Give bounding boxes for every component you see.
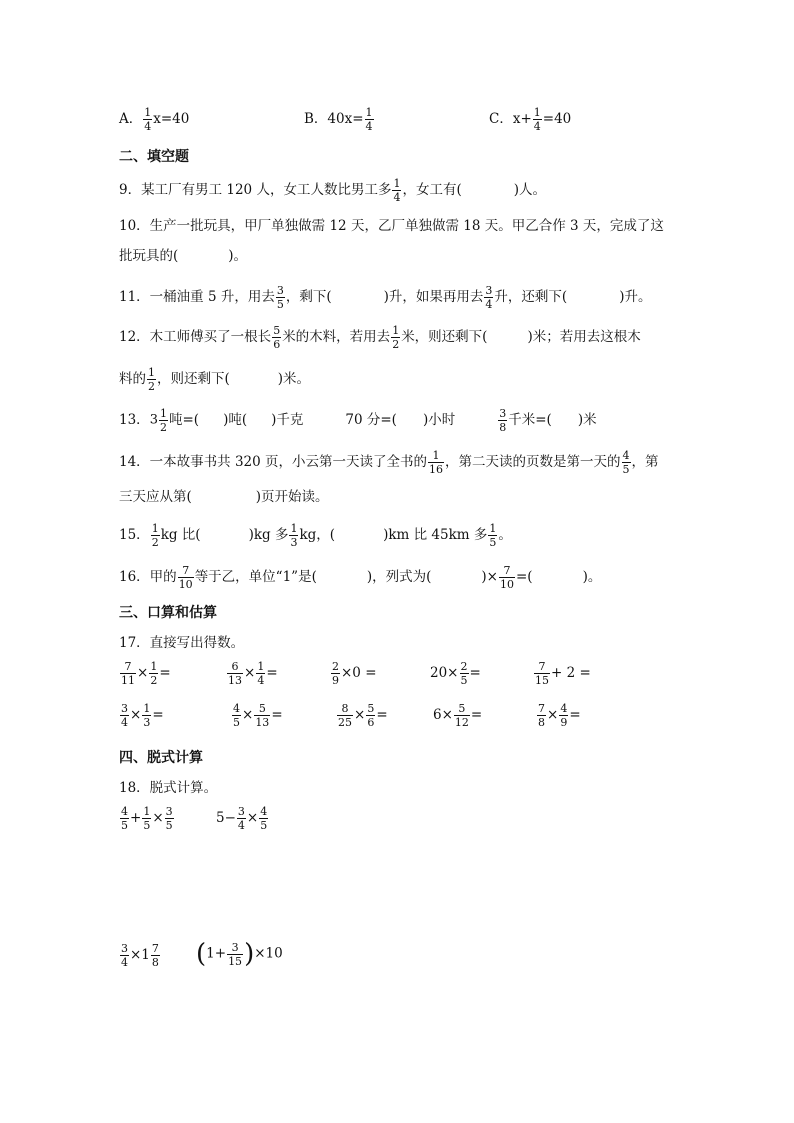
mixed-number: 3 $\frac{1}{2}$ [149,407,167,434]
calc-item: 20× $\frac{2}{5}$ = [430,660,481,687]
fraction: $\frac{7}{8}$ [538,702,545,729]
calc-item: $\frac{3}{4}$ × $\frac{1}{3}$ = [121,702,164,729]
fraction: $\frac{1}{2}$ [392,324,400,351]
calc-item: $\frac{7}{8}$ × $\frac{4}{9}$ = [538,702,581,729]
fraction: $\frac{6}{13}$ [228,660,242,687]
question-10-line-2: 批玩具的( )。 [119,248,248,264]
fraction: $\frac{7}{10}$ [500,564,514,591]
question-12-line-2: 料的 $\frac{1}{2}$ ，则还剩下( )米。 [119,366,311,393]
fraction: $\frac{5}{12}$ [454,702,469,729]
section-title-step-calc: 四、脱式计算 [119,750,203,766]
expression-3: $\frac{3}{4}$ ×1 $\frac{7}{8}$ [121,942,159,969]
fraction: $\frac{1}{4}$ [393,177,401,204]
fraction: $\frac{1}{3}$ [290,522,298,549]
question-11: 11．一桶油重 5 升，用去 $\frac{3}{5}$ ，剩下( )升，如果再用去 $\frac{3}{4}$ 升，还剩下( )升。 [119,284,652,311]
fraction: $\frac{4}{5}$ [121,805,128,832]
question-17-label: 17．直接写出得数。 [119,635,245,651]
fraction: $\frac{1}{4}$ [257,660,265,687]
question-9: 9．某工厂有男工 120 人，女工人数比男工多 $\frac{1}{4}$ ，女工有( )人。 [119,177,547,204]
question-10-line-1: 10．生产一批玩具，甲厂单独做需 12 天，乙厂单独做需 18 天。甲乙合作 3 天，完成了这 [119,218,664,234]
question-18-label: 18．脱式计算。 [119,780,218,796]
fraction: $\frac{7}{10}$ [178,564,193,591]
question-12-line-1: 12．木工师傅买了一根长 $\frac{5}{6}$ 米的木料，若用去 $\frac{1}{2}$ 米，则还剩下( )米；若用去这根木 [119,324,641,351]
fraction: $\frac{3}{8}$ [499,407,507,434]
fraction: $\frac{4}{9}$ [560,702,568,729]
fraction: $\frac{2}{9}$ [332,660,339,687]
fraction: $\frac{1}{2}$ [159,407,167,434]
section-title-fill-blanks: 二、填空题 [119,149,189,165]
fraction: $\frac{2}{5}$ [460,660,468,687]
calc-item: $\frac{7}{11}$ × $\frac{1}{2}$ = [121,660,171,687]
fraction: $\frac{1}{3}$ [143,702,151,729]
calc-item: $\frac{8}{25}$ × $\frac{5}{6}$ = [338,702,388,729]
fraction: $\frac{3}{4}$ [121,942,128,969]
expression-1: $\frac{4}{5}$ + $\frac{1}{5}$ × $\frac{3}{5}$ [121,805,173,832]
q8-option-c: C．x+ $\frac{1}{4}$ =40 [489,106,572,133]
fraction: $\frac{1}{2}$ [150,660,158,687]
fraction: $\frac{1}{4}$ [365,106,373,133]
calc-item: $\frac{2}{9}$ ×0 = [332,660,377,687]
question-14-line-1: 14．一本故事书共 320 页，小云第一天读了全书的 $\frac{1}{16}$ ，第二天读的页数是第一天的 $\frac{4}{5}$ ，第 [119,449,659,476]
q8-option-b: B．40x= $\frac{1}{4}$ [304,106,373,133]
fraction: $\frac{4}{5}$ [260,805,268,832]
q8-option-a: A． $\frac{1}{4}$ x=40 [119,106,190,133]
fraction: $\frac{4}{5}$ [233,702,240,729]
fraction: $\frac{3}{5}$ [276,284,284,311]
question-15: 15． $\frac{1}{2}$ kg 比( )kg 多 $\frac{1}{3}$ kg，( )km 比 45km 多 $\frac{1}{5}$ 。 [119,522,512,549]
calc-item: 6× $\frac{5}{12}$ = [433,702,483,729]
fraction: $\frac{1}{5}$ [143,805,151,832]
calc-item: $\frac{7}{15}$ + 2 = [535,660,591,687]
fraction: $\frac{3}{4}$ [485,284,493,311]
question-14-line-2: 三天应从第( )页开始读。 [119,489,329,505]
fraction: $\frac{1}{16}$ [429,449,444,476]
fraction: $\frac{5}{13}$ [255,702,270,729]
expression-2: 5− $\frac{3}{4}$ × $\frac{4}{5}$ [216,805,268,832]
question-16: 16．甲的 $\frac{7}{10}$ 等于乙，单位“1”是( )，列式为( )× $\frac{7}{10}$ =( )。 [119,564,602,591]
fraction: $\frac{1}{2}$ [151,522,159,549]
fraction: $\frac{5}{6}$ [273,324,281,351]
fraction: $\frac{5}{6}$ [367,702,375,729]
fraction: $\frac{3}{15}$ [228,940,243,968]
fraction: $\frac{1}{4}$ [533,106,541,133]
fraction: $\frac{4}{5}$ [622,449,630,476]
fraction: $\frac{8}{25}$ [338,702,352,729]
fraction: $\frac{7}{8}$ [151,942,159,969]
fraction: $\frac{3}{4}$ [237,805,245,832]
fraction: $\frac{7}{11}$ [121,660,135,687]
fraction: $\frac{1}{2}$ [148,366,155,393]
calc-item: $\frac{6}{13}$ × $\frac{1}{4}$ = [228,660,278,687]
fraction: $\frac{1}{5}$ [489,522,497,549]
fraction: $\frac{7}{15}$ [535,660,549,687]
fraction: $\frac{1}{4}$ [144,106,152,133]
section-title-mental-math: 三、口算和估算 [119,605,217,621]
calc-item: $\frac{4}{5}$ × $\frac{5}{13}$ = [233,702,283,729]
expression-4: (1+ $\frac{3}{15}$ )×10 [196,939,283,969]
fraction: $\frac{3}{5}$ [165,805,173,832]
fraction: $\frac{3}{4}$ [121,702,128,729]
question-13: 13．3 $\frac{1}{2}$ 吨=( )吨( )千克 70 分=( )小时 $\frac{3}{8}$ 千米=( )米 [119,407,597,434]
